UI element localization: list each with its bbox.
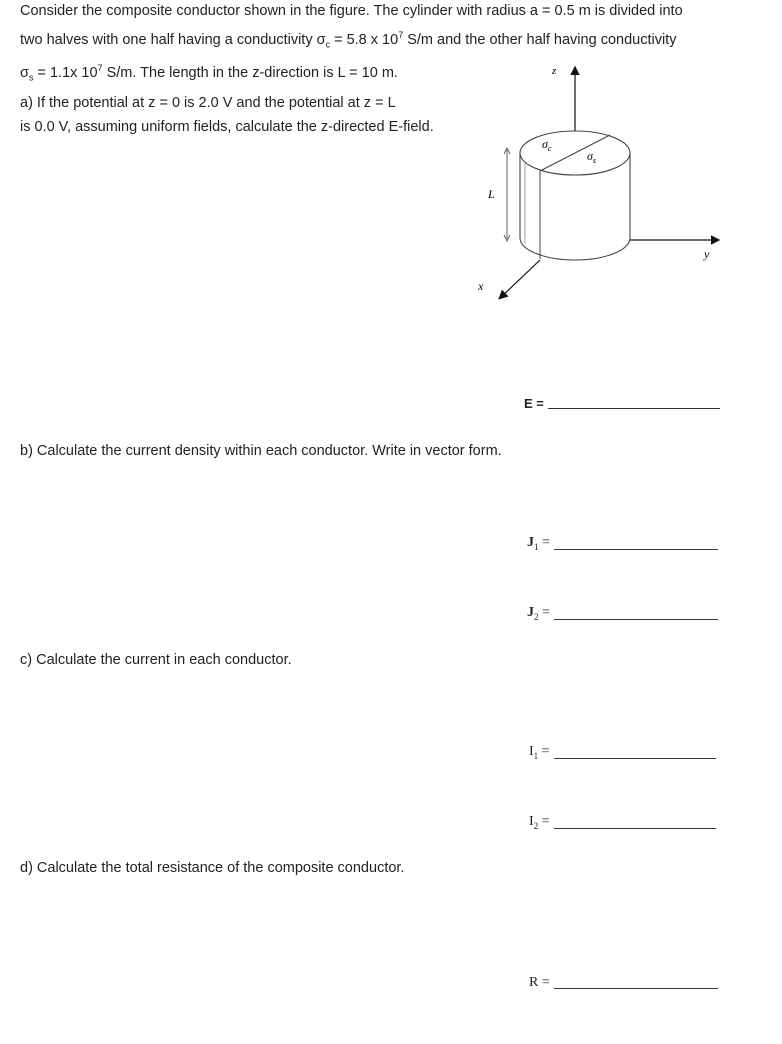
cylinder-figure bbox=[470, 58, 730, 308]
answer-j2-label: $J_2$ = bbox=[527, 605, 550, 622]
answer-i1-label: $I_1$ = bbox=[529, 744, 550, 761]
intro-line-1: Consider the composite conductor shown in the figure. The cylinder with radius a = 0.5 m is divided into bbox=[20, 3, 683, 19]
question-a-line-2: is 0.0 V, assuming uniform fields, calculate the z-directed E-field. bbox=[20, 118, 434, 135]
sigma-s-label: $\sigma_s$ bbox=[587, 149, 597, 165]
answer-i2-blank[interactable] bbox=[554, 827, 716, 829]
answer-r-label: R = bbox=[529, 975, 550, 990]
question-c: c) Calculate the current in each conductor. bbox=[20, 652, 292, 668]
question-d: d) Calculate the total resistance of the composite conductor. bbox=[20, 860, 405, 876]
answer-e-blank[interactable] bbox=[548, 407, 720, 409]
answer-j1-field[interactable] bbox=[527, 535, 718, 552]
z-axis-label: z bbox=[552, 65, 557, 77]
sigma-c-label: $\sigma_c$ bbox=[542, 137, 552, 153]
question-b: b) Calculate the current density within each conductor. Write in vector form. bbox=[20, 443, 502, 459]
intro-line-2: two halves with one half having a conductivity $\sigma_c = 5.8$ x $10^7$ S/m and the other half having conductivity bbox=[20, 29, 677, 50]
x-axis-label: x bbox=[478, 279, 484, 293]
answer-i1-field[interactable] bbox=[529, 744, 716, 761]
answer-j2-blank[interactable] bbox=[554, 618, 718, 620]
intro-line-3: $\sigma_s = 1.1x$ $10^7$ S/m. The length in the z-direction is L = 10 m. bbox=[20, 62, 398, 83]
cylinder bbox=[520, 131, 630, 260]
answer-e-label: E = bbox=[524, 396, 544, 411]
answer-i2-field[interactable] bbox=[529, 814, 716, 831]
answer-r-blank[interactable] bbox=[554, 987, 718, 989]
answer-j1-blank[interactable] bbox=[554, 548, 718, 550]
length-label: L bbox=[488, 187, 495, 201]
answer-j2-field[interactable] bbox=[527, 605, 718, 622]
question-a bbox=[20, 92, 434, 139]
answer-i1-blank[interactable] bbox=[554, 757, 716, 759]
answer-j1-label: $J_1$ = bbox=[527, 535, 550, 552]
y-axis-label: y bbox=[704, 247, 710, 261]
question-a-line-1: a) If the potential at z = 0 is 2.0 V and the potential at z = L bbox=[20, 95, 396, 111]
answer-e-field[interactable] bbox=[524, 396, 720, 411]
answer-r-field[interactable] bbox=[529, 975, 718, 991]
x-axis bbox=[500, 260, 540, 298]
answer-i2-label: $I_2$ = bbox=[529, 814, 550, 831]
